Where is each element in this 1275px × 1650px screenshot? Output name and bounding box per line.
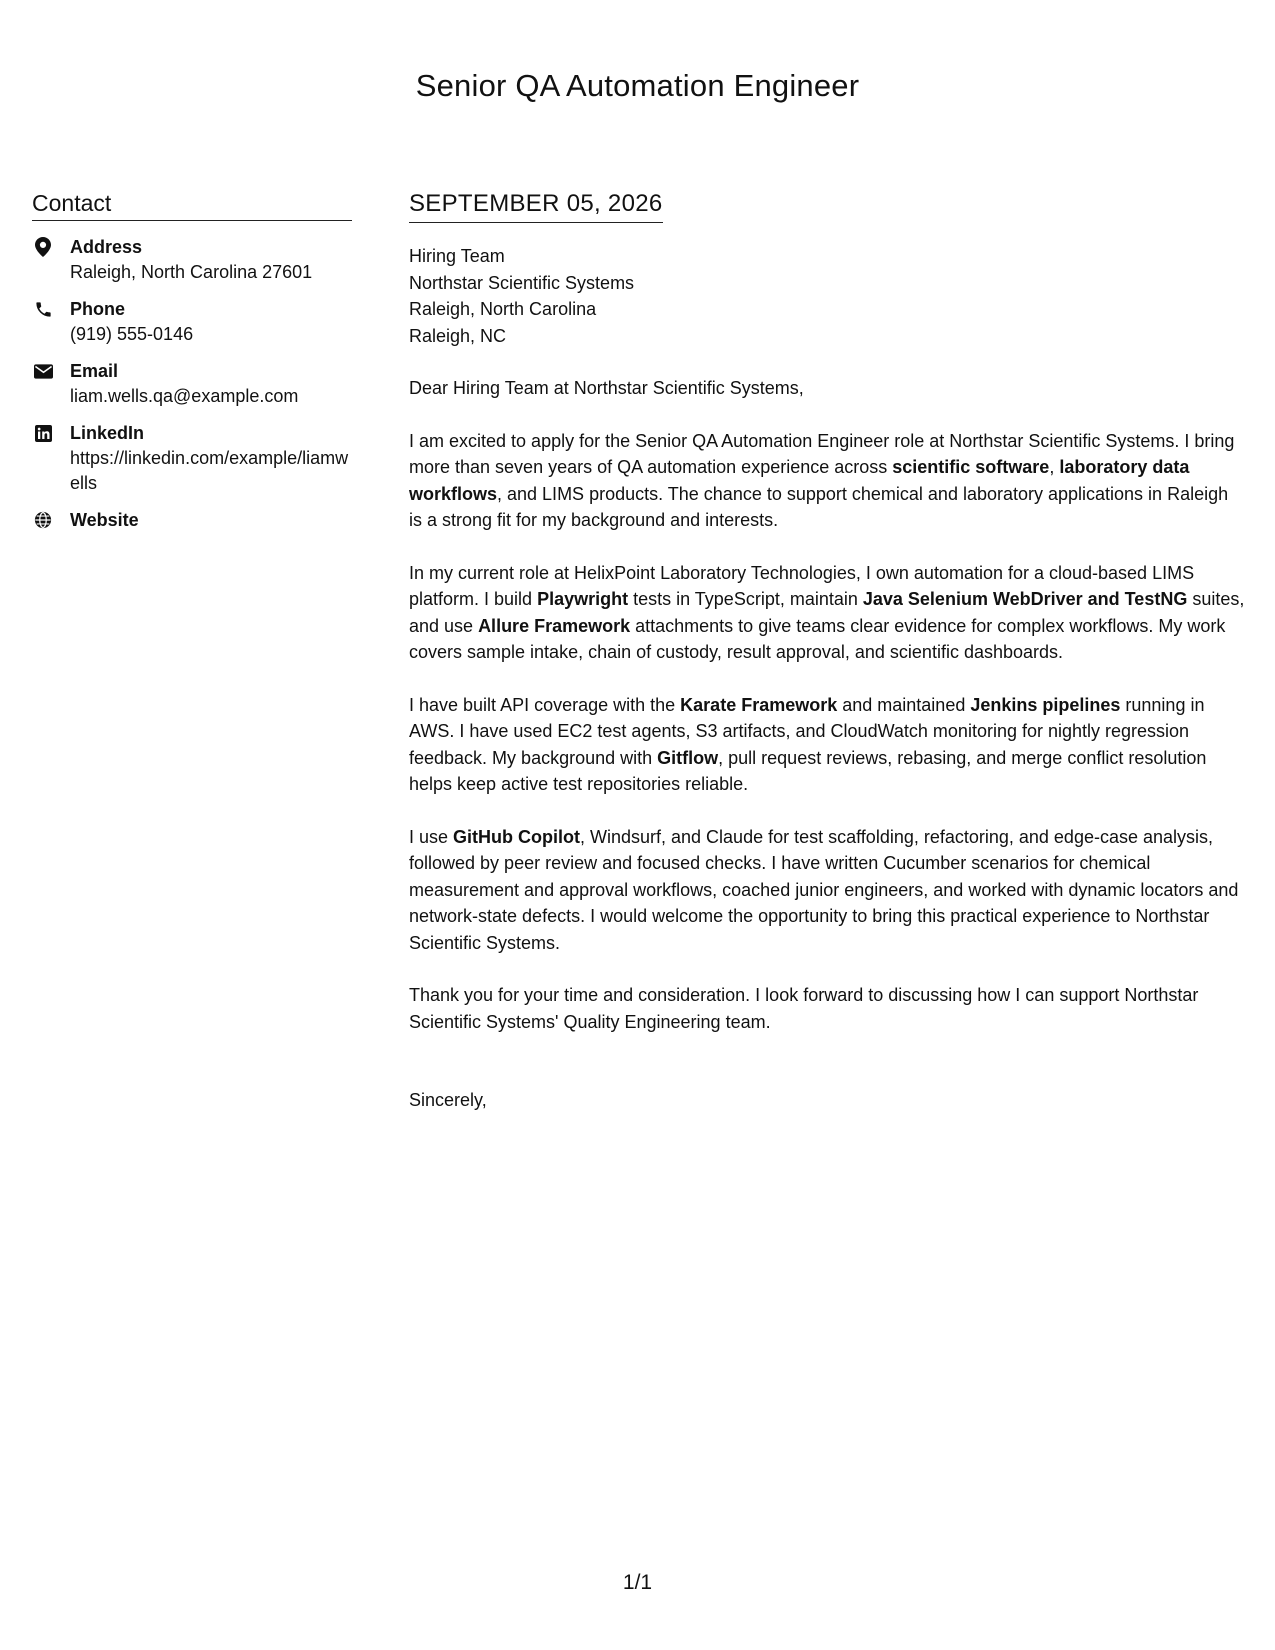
paragraph-2: [409, 560, 1245, 666]
text-run: , and LIMS products. The chance to support chemical and laboratory applications in Raleigh is a strong fit for my background and interests.: [409, 483, 1229, 530]
phone-icon: [32, 299, 54, 319]
contact-sidebar: [32, 190, 352, 533]
closing: Sincerely,: [409, 1090, 487, 1110]
recipient-line: Raleigh, NC: [409, 325, 507, 346]
envelope-icon: [32, 361, 54, 381]
text-run: running in AWS. I have used EC2 test agents, S3 artifacts, and CloudWatch monitoring for nightly regression feedback. My background with: [409, 694, 1205, 768]
text-run: attachments to give teams clear evidence for complex workflows. My work covers sample intake, chain of custody, result approval, and scientific dashboards.: [409, 615, 1226, 662]
text-run: , pull request reviews, rebasing, and merge conflict resolution helps keep active test repositories reliable.: [409, 747, 1207, 794]
contact-value: (919) 555-0146: [70, 324, 194, 344]
contact-value: liam.wells.qa@example.com: [70, 386, 299, 406]
recipient-line: Raleigh, North Carolina: [409, 299, 597, 319]
text-run: I use: [409, 826, 454, 847]
text-run: Thank you for your time and consideration. I look forward to discussing how I can support Northstar Scientific Systems' Quality Engineering team.: [409, 985, 1199, 1032]
contact-item-address: [32, 235, 352, 285]
bold-run: Jenkins pipelines: [970, 694, 1121, 715]
salutation: Dear Hiring Team at Northstar Scientific Systems,: [409, 378, 804, 398]
paragraph-4: [409, 824, 1245, 957]
document-title: Senior QA Automation Engineer: [415, 68, 860, 103]
contact-value: Raleigh, North Carolina 27601: [70, 262, 313, 282]
globe-icon: [32, 510, 54, 530]
bold-run: laboratory data workflows: [409, 457, 1190, 504]
paragraph-3: [409, 692, 1245, 798]
text-run: In my current role at HelixPoint Laboratory Technologies, I own automation for a cloud-based LIMS platform. I build: [409, 562, 1195, 609]
bold-run: Playwright: [537, 589, 629, 609]
text-run: I have built API coverage with the: [409, 694, 681, 715]
bold-run: Allure Framework: [478, 615, 631, 636]
text-run: suites, and use: [409, 589, 1245, 636]
contact-item-website: [32, 508, 352, 533]
bold-run: Java Selenium WebDriver and TestNG: [862, 589, 1188, 609]
recipient-line: Northstar Scientific Systems: [409, 272, 635, 293]
contact-heading: Contact: [32, 190, 352, 221]
contact-label: Address: [70, 237, 143, 257]
bold-run: scientific software: [892, 457, 1050, 477]
contact-label: Website: [70, 510, 139, 530]
text-run: , Windsurf, and Claude for test scaffolding, refactoring, and edge-case analysis, followed by peer review and focused checks. I have written Cucumber scenarios for chemical measurement and approval workflows, coached junior engineers, and worked with dynamic locators and network-state defects. I would welcome the opportunity to bring this practical experience to Northstar Scientific Systems.: [409, 826, 1239, 953]
recipient-block: [409, 243, 1245, 349]
letter-date: SEPTEMBER 05, 2026: [409, 190, 663, 223]
paragraph-5: [409, 982, 1245, 1035]
paragraph-1: [409, 428, 1245, 534]
contact-item-phone: [32, 297, 352, 347]
text-run: tests in TypeScript, maintain: [628, 589, 863, 609]
bold-run: Karate Framework: [680, 694, 838, 715]
page-number: 1/1: [622, 1571, 653, 1594]
contact-label: Phone: [70, 299, 126, 319]
contact-item-email: [32, 359, 352, 409]
text-run: and maintained: [837, 694, 971, 715]
text-run: ,: [1049, 457, 1060, 477]
text-run: I am excited to apply for the Senior QA Automation Engineer role at Northstar Scientific Systems. I bring more than seven years of QA automation experience across: [409, 430, 1235, 477]
contact-item-linkedin: [32, 421, 352, 496]
bold-run: Gitflow: [657, 747, 719, 768]
letter-body: [409, 190, 1245, 1114]
bold-run: GitHub Copilot: [453, 826, 580, 847]
linkedin-icon: [32, 423, 54, 443]
contact-label: LinkedIn: [70, 423, 145, 443]
contact-label: Email: [70, 361, 119, 381]
contact-value[interactable]: https://linkedin.com/example/liamwells: [70, 448, 349, 493]
map-pin-icon: [32, 237, 54, 257]
recipient-line: Hiring Team: [409, 246, 505, 266]
